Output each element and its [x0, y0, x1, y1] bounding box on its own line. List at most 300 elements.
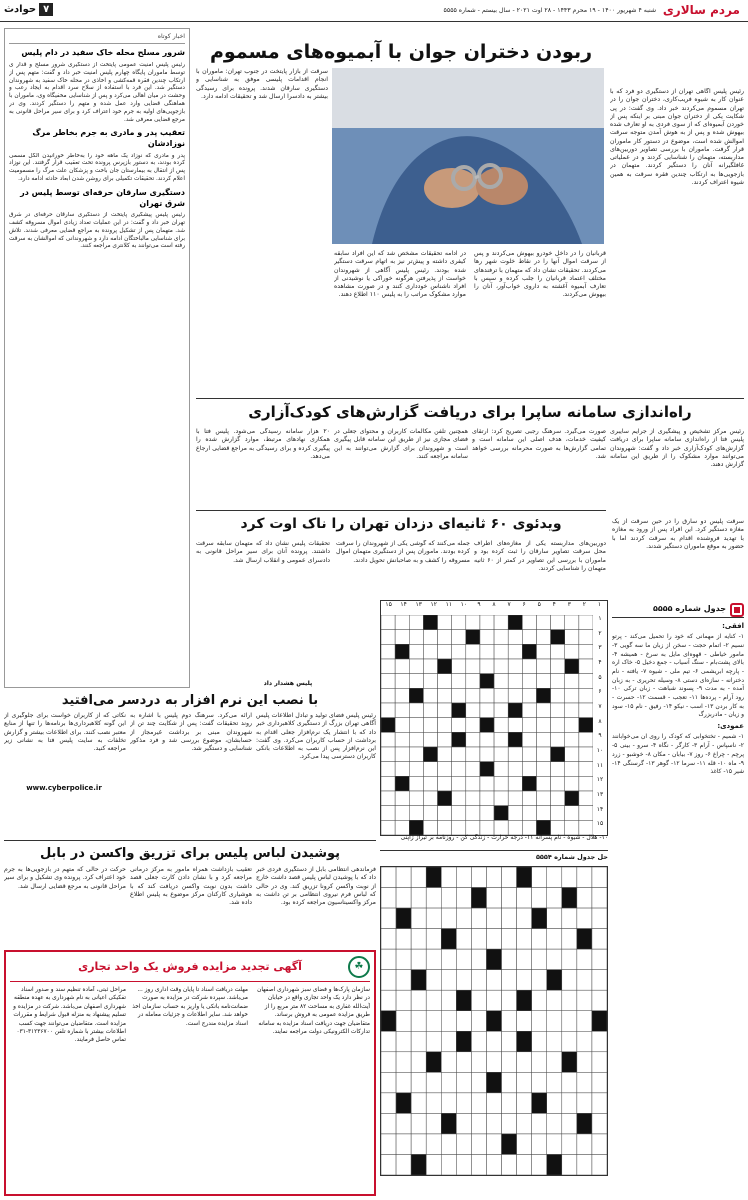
crossword-cell: [517, 1134, 532, 1155]
crossword-cell: [396, 929, 411, 950]
crossword-cell: [441, 929, 456, 950]
crossword-cell: [381, 806, 395, 821]
crossword-cell: [456, 1031, 471, 1052]
crossword-cell: [480, 718, 494, 733]
crossword-cell: [579, 747, 593, 762]
article3-headline: ویدئوی ۶۰ ثانیه‌ای دزدان تهران را ناک اوت کرد: [196, 510, 606, 534]
crossword-cell: [441, 867, 456, 888]
crossword-cell: [438, 703, 452, 718]
crossword-cell: [579, 644, 593, 659]
crossword-cell: [423, 806, 437, 821]
crossword-cell: [502, 1113, 517, 1134]
crossword-cell: [547, 1052, 562, 1073]
crossword-cell: [517, 1154, 532, 1175]
crossword-cell: [486, 1011, 501, 1032]
crossword-cell: [381, 718, 395, 733]
crossword-cell: [562, 1052, 577, 1073]
crossword-cell: [532, 867, 547, 888]
crossword-cell: [508, 820, 522, 835]
crossword-cell: [502, 1072, 517, 1093]
sidebar-label: اخبار کوتاه: [9, 33, 185, 44]
crossword-cell: [486, 888, 501, 909]
crossword-cell: [456, 1093, 471, 1114]
crossword-cell: [579, 703, 593, 718]
crossword-cell: [480, 674, 494, 689]
crossword-cell: [441, 1093, 456, 1114]
crossword-cell: [438, 644, 452, 659]
crossword-cell: [592, 1134, 607, 1155]
crossword-cell: [486, 970, 501, 991]
crossword-cell: [426, 867, 441, 888]
crossword-cell: [522, 688, 536, 703]
crossword-cell: [494, 630, 508, 645]
col-num: ۱۳: [415, 601, 422, 608]
crossword-cell: [536, 776, 550, 791]
crossword-cell: [517, 867, 532, 888]
crossword-cell: [438, 732, 452, 747]
crossword-cell: [551, 644, 565, 659]
crossword-cell: [381, 1052, 396, 1073]
col-num: ۴: [552, 601, 556, 608]
crossword-cell: [562, 867, 577, 888]
crossword-cell: [565, 762, 579, 777]
crossword-cell: [547, 1072, 562, 1093]
crossword-cell: [579, 659, 593, 674]
police-source: پلیس هشدار داد: [263, 680, 313, 687]
crossword-cell: [441, 1052, 456, 1073]
crossword-logo-icon: [730, 603, 744, 617]
crossword-cell: [441, 990, 456, 1011]
crossword-cell: [494, 659, 508, 674]
solved-crossword-label: حل جدول شماره ۵۵۵۴: [380, 850, 608, 862]
crossword-cell: [532, 888, 547, 909]
crossword-cell: [456, 929, 471, 950]
crossword-cell: [532, 949, 547, 970]
crossword-cell: [426, 1052, 441, 1073]
crossword-cell: [456, 970, 471, 991]
sidebar-item3-title: دستگیری سارقان حرفه‌ای توسط پلیس در شرق تهران: [20, 187, 185, 208]
crossword-cell: [409, 820, 423, 835]
crossword-cell: [577, 867, 592, 888]
crossword-cell: [486, 1134, 501, 1155]
crossword-cell: [456, 949, 471, 970]
crossword-cell: [494, 747, 508, 762]
crossword-cell: [562, 1011, 577, 1032]
crossword-cell: [551, 688, 565, 703]
crossword-cell: [423, 747, 437, 762]
crossword-cell: [456, 1134, 471, 1155]
crossword-cell: [502, 1052, 517, 1073]
crossword-cell: [522, 820, 536, 835]
crossword-cell: [438, 615, 452, 630]
crossword-cell: [562, 1031, 577, 1052]
crossword-cell: [423, 688, 437, 703]
crossword-cell: [547, 1011, 562, 1032]
crossword-cell: [547, 949, 562, 970]
crossword-cell: [438, 630, 452, 645]
crossword-cell: [466, 718, 480, 733]
crossword-cell: [536, 644, 550, 659]
crossword-cell: [409, 644, 423, 659]
lead-body-right: رئیس پلیس آگاهی تهران از دستگیری دو فرد که با عنوان کار به شیوه فریب‌کاری، دختران جوان را در تهران مسموم می‌کردند خبر داد. وی گفت: در پی شکایت یکی از دختران جوان مبنی بر اینکه پس از خوردن آبمیوه‌ای که از سوی فردی به او تعارف شده بیهوش شده و پس از به هوش آمدن متوجه سرقت اموالش شده است، موضوع در دستور کار ماموران قرار گرفت. ماموران با بررسی تصاویر دوربین‌های مداربسته، متهمان را شناسایی کردند و در عملیاتی غافلگیرانه آنان را دستگیر کردند. متهمان در بازجویی‌ها به ارتکاب چندین فقره سرقت به همین شیوه اعتراف کردند.: [610, 88, 744, 186]
crossword-cell: [426, 888, 441, 909]
crossword-cell: [517, 1113, 532, 1134]
crossword-cell: [486, 929, 501, 950]
crossword-cell: [508, 615, 522, 630]
article3-col3: جمله می‌کنند که گوشی یکی از شهروندان را سرقت کرده بودند. ماموران پس از دستگیری متهمان اموال مسروقه را کشف و به صاحبانش تحویل دادند.: [336, 540, 470, 564]
crossword-cell: [471, 929, 486, 950]
crossword-cell: [471, 888, 486, 909]
crossword-cell: [502, 1031, 517, 1052]
crossword-cell: [532, 1031, 547, 1052]
crossword-cell: [452, 791, 466, 806]
crossword-cell: [480, 688, 494, 703]
crossword-cell: [426, 1134, 441, 1155]
crossword-cell: [396, 1093, 411, 1114]
crossword-cell: [494, 776, 508, 791]
crossword-cell: [592, 1011, 607, 1032]
crossword-cell: [381, 615, 395, 630]
crossword-cell: [409, 762, 423, 777]
crossword-cell: [522, 674, 536, 689]
crossword-cell: [494, 732, 508, 747]
crossword-cell: [456, 1011, 471, 1032]
news-sidebar: [4, 28, 190, 688]
crossword-cell: [551, 820, 565, 835]
crossword-cell: [508, 688, 522, 703]
row-num: ۱۵: [596, 820, 604, 828]
crossword-cell: [502, 867, 517, 888]
crossword-cell: [456, 1154, 471, 1175]
crossword-cell: [381, 703, 395, 718]
crossword-cell: [395, 644, 409, 659]
article3-col1: سرقت پلیس دو سارق را در حین سرقت از یک مغازه دستگیر کرد. این افراد پس از ورود به مغازه با تهدید فروشنده اقدام به سرقت کردند اما با حضور به موقع ماموران دستگیر شدند.: [612, 518, 744, 550]
crossword-cell: [396, 1134, 411, 1155]
crossword-cell: [423, 732, 437, 747]
crossword-cell: [471, 1011, 486, 1032]
crossword-cell: [456, 990, 471, 1011]
crossword-cell: [522, 615, 536, 630]
crossword-title: جدول شماره ۵۵۵۵: [653, 604, 726, 614]
crossword-cell: [471, 867, 486, 888]
crossword-cell: [381, 747, 395, 762]
crossword-cell: [381, 644, 395, 659]
crossword-cell: [466, 747, 480, 762]
crossword-cell: [456, 1113, 471, 1134]
crossword-cell: [547, 888, 562, 909]
crossword-cell: [532, 908, 547, 929]
crossword-cell: [438, 688, 452, 703]
crossword-cell: [536, 703, 550, 718]
crossword-cell: [438, 674, 452, 689]
crossword-cell: [466, 659, 480, 674]
crossword-cell: [466, 674, 480, 689]
crossword-cell: [441, 970, 456, 991]
crossword-cell: [466, 762, 480, 777]
crossword-cell: [381, 1072, 396, 1093]
crossword-cell: [411, 970, 426, 991]
crossword-cell: [547, 908, 562, 929]
crossword-cell: [494, 688, 508, 703]
crossword-cell: [517, 1052, 532, 1073]
crossword-cell: [494, 615, 508, 630]
crossword-cell: [579, 688, 593, 703]
ad-col1: سازمان پارک‌ها و فضای سبز شهرداری اصفهان در نظر دارد یک واحد تجاری واقع در خیابان آیت‌الله غفاری به مساحت ۸۲ متر مربع را از طریق مزایده عمومی به فروش برساند. متقاضیان جهت دریافت اسناد مزایده به سامانه تدارکات الکترونیکی دولت مراجعه نمایند.: [257, 987, 370, 1035]
crossword-cell: [466, 644, 480, 659]
row-num: ۹: [598, 732, 602, 740]
crossword-cell: [532, 1113, 547, 1134]
crossword-cell: [396, 949, 411, 970]
crossword-cell: [536, 791, 550, 806]
crossword-cell: [466, 820, 480, 835]
police-headline: با نصب این نرم افزار به دردسر می‌افتید: [61, 693, 319, 708]
crossword-cell: [562, 990, 577, 1011]
crossword-cell: [522, 703, 536, 718]
lead-body-col1: قربانیان را در داخل خودرو بیهوش می‌کردند و پس از سرقت اموال آنها را در نقاط خلوت شهر رها می‌کردند. تحقیقات نشان داد که متهمان با ترفندهای مختلف اعتماد قربانیان را جلب کرده و سپس با تعارف آبمیوه آغشته به داروی خواب‌آور، آنان را بیهوش می‌کردند.: [474, 250, 606, 299]
crossword-cell: [395, 806, 409, 821]
lead-body-col3: سرقت از بازار پایتخت در جنوب تهران: ماموران با انجام اقدامات پلیسی موفق به شناسایی و دستگیری سارقان شدند. پرونده برای رسیدگی بیشتر به دادسرا ارسال شد و تحقیقات ادامه دارد.: [196, 68, 328, 100]
col-num: ۶: [522, 601, 526, 608]
crossword-cell: [396, 1052, 411, 1073]
crossword-cell: [592, 1093, 607, 1114]
crossword-cell: [486, 1093, 501, 1114]
crossword-cell: [381, 1154, 396, 1175]
crossword-cell: [452, 615, 466, 630]
police-col1: رئیس پلیس فضای تولید و تبادل اطلاعات پلیس آگاهی تهران بزرگ از دستگیری کلاهبرداری خبر داد که با انتشار یک نرم‌افزار جعلی اقدام به برداشت از حساب کاربران می‌کرد. وی گفت: این نرم‌افزار پس از نصب به اطلاعات بانکی کاربران دسترسی پیدا می‌کرد.: [256, 712, 376, 761]
crossword-cell: [532, 929, 547, 950]
crossword-cell: [577, 1154, 592, 1175]
crossword-cell: [395, 776, 409, 791]
crossword-cell: [592, 1154, 607, 1175]
crossword-cell: [438, 806, 452, 821]
crossword-cell: [426, 929, 441, 950]
crossword-cell: [423, 674, 437, 689]
tender-advertisement: [4, 950, 376, 1196]
crossword-cell: [452, 644, 466, 659]
crossword-cell: [411, 1113, 426, 1134]
crossword-cell: [411, 1011, 426, 1032]
crossword-cell: [565, 732, 579, 747]
crossword-cell: [452, 806, 466, 821]
crossword-cell: [411, 990, 426, 1011]
crossword-cell: [441, 949, 456, 970]
crossword-cell: [536, 732, 550, 747]
crossword-cell: [551, 791, 565, 806]
crossword-cell: [577, 1134, 592, 1155]
crossword-cell: [486, 1052, 501, 1073]
article2-headline: راه‌اندازی سامانه ساپرا برای دریافت گزارش‌های کودک‌آزاری: [196, 398, 744, 423]
crossword-cell: [522, 806, 536, 821]
crossword-cell: [441, 1031, 456, 1052]
crossword-cell: [577, 970, 592, 991]
crossword-cell: [480, 732, 494, 747]
crossword-cell: [517, 908, 532, 929]
crossword-cell: [592, 1031, 607, 1052]
crossword-cell: [411, 1093, 426, 1114]
article3-col4: تحقیقات پلیس نشان داد که متهمان سابقه سرقت داشتند. پرونده آنان برای سیر مراحل قانونی به دادسرای عمومی و انقلاب ارسال شد.: [196, 540, 330, 564]
crossword-cell: [426, 1011, 441, 1032]
crossword-cell: [438, 659, 452, 674]
crossword-cell: [396, 970, 411, 991]
ad-header: [10, 956, 370, 982]
crossword-cell: [547, 867, 562, 888]
crossword-cell: [486, 1113, 501, 1134]
crossword-cell: [577, 990, 592, 1011]
crossword-cell: [480, 630, 494, 645]
crossword-cell: [494, 820, 508, 835]
crossword-cell: [381, 1031, 396, 1052]
crossword-cell: [547, 1154, 562, 1175]
crossword-cell: [551, 659, 565, 674]
police-website-link[interactable]: www.cyberpolice.ir: [26, 784, 102, 792]
crossword-cell: [579, 718, 593, 733]
crossword-cell: [381, 776, 395, 791]
crossword-cell: [502, 970, 517, 991]
crossword-cell: [486, 1154, 501, 1175]
crossword-cell: [395, 762, 409, 777]
crossword-cell: [551, 630, 565, 645]
crossword-cell: [532, 1011, 547, 1032]
crossword-cell: [517, 949, 532, 970]
crossword-cell: [577, 908, 592, 929]
crossword-cell: [579, 791, 593, 806]
crossword-cell: [577, 1011, 592, 1032]
crossword-cell: [381, 659, 395, 674]
crossword-cell: [508, 674, 522, 689]
crossword-cell: [532, 1134, 547, 1155]
crossword-cell: [480, 659, 494, 674]
crossword-cell: [517, 1093, 532, 1114]
crossword-cell: [423, 791, 437, 806]
article3-col2: دوربین‌های مداربسته یکی از مغازه‌های اطراف محل سرقت تصاویر سارقان را ثبت کرده بود و ماموران با بررسی این تصاویر در کمتر از ۶۰ ثانیه متهمان را شناسایی کردند.: [474, 540, 606, 572]
crossword-cell: [577, 929, 592, 950]
crossword-cell: [494, 791, 508, 806]
crossword-cell: [381, 867, 396, 888]
crossword-cell: [579, 820, 593, 835]
col-num: ۱۴: [400, 601, 407, 608]
crossword-cell: [494, 674, 508, 689]
crossword-cell: [547, 929, 562, 950]
crossword-cell: [502, 1011, 517, 1032]
crossword-cell: [517, 990, 532, 1011]
crossword-cell: [411, 888, 426, 909]
crossword-cell: [426, 908, 441, 929]
crossword-cell: [536, 688, 550, 703]
crossword-cell: [381, 674, 395, 689]
crossword-cell: [452, 747, 466, 762]
crossword-cell: [396, 1011, 411, 1032]
crossword-cell: [508, 644, 522, 659]
crossword-cell: [409, 791, 423, 806]
crossword-cell: [452, 674, 466, 689]
crossword-cell: [396, 888, 411, 909]
crossword-cell: [409, 747, 423, 762]
crossword-cell: [579, 630, 593, 645]
crossword-cell: [452, 688, 466, 703]
ad-body: [10, 986, 370, 1196]
ad-title: آگهی تجدید مزایده فروش یک واحد تجاری: [78, 959, 302, 973]
crossword-cell: [409, 776, 423, 791]
row-num: ۱: [598, 615, 602, 622]
crossword-cell: [562, 1093, 577, 1114]
col-num: ۲: [582, 601, 587, 608]
crossword-cell: [480, 776, 494, 791]
crossword-cell: [441, 1011, 456, 1032]
page-indicator: [4, 3, 53, 16]
crossword-cell: [471, 1052, 486, 1073]
crossword-cell: [522, 791, 536, 806]
crossword-cell: [395, 630, 409, 645]
crossword-cell: [508, 703, 522, 718]
crossword-cell: [522, 776, 536, 791]
across-clues: ۱- کنایه از مهمانی که خود را تحمیل می‌کند - پرتو نسیم ۲- اتمام حجت - سخن از زبان ما سه گویی ۳- مامور خیاطی - قهوه‌ای مایل به سرخ - همیشه ۴- بالای پشت‌بام - سنگ آسیاب - جمع دخیل ۵- خاک اره - پارچه ابریشمی ۶- تیم ملی - شیوه ۷- یافته - نام دخترانه - سازه‌ای دستی ۸- وسیله تحریری - به زبان آمده - به مدت ۹- پسوند شباهت - زبان ترکی ۱۰- رود آرام - پرده‌ها ۱۱- تعجب - قسمت ۱۲- حسرت - به کار بردن ۱۳- اسب - نیکو ۱۴- رفیق - نام ۱۵- سود و زیان - مادربزرگ: [612, 633, 744, 719]
crossword-cell: [396, 1113, 411, 1134]
crossword-cell: [456, 867, 471, 888]
crossword-cell: [592, 867, 607, 888]
crossword-cell: [411, 1072, 426, 1093]
crossword-cell: [592, 1072, 607, 1093]
crossword-cell: [381, 990, 396, 1011]
crossword-cell: [502, 929, 517, 950]
crossword-cell: [579, 615, 593, 630]
crossword-cell: [486, 990, 501, 1011]
crossword-cell: [551, 674, 565, 689]
crossword-cell: [579, 776, 593, 791]
crossword-clues: [612, 620, 744, 1180]
crossword-cell: [409, 718, 423, 733]
crossword-cell: [577, 1052, 592, 1073]
crossword-cell: [562, 1113, 577, 1134]
crossword-cell: [577, 949, 592, 970]
crossword-cell: [395, 703, 409, 718]
crossword-cell: [480, 703, 494, 718]
crossword-cell: [411, 949, 426, 970]
crossword-cell: [522, 732, 536, 747]
crossword-cell: [577, 888, 592, 909]
crossword-cell: [494, 762, 508, 777]
row-num: ۱۲: [596, 776, 604, 784]
crossword-cell: [426, 949, 441, 970]
crossword-cell: [395, 747, 409, 762]
crossword-cell: [381, 1113, 396, 1134]
crossword-cell: [536, 674, 550, 689]
crossword-cell: [452, 732, 466, 747]
crossword-cell: [381, 970, 396, 991]
crossword-cell: [411, 1134, 426, 1155]
crossword-cell: [423, 703, 437, 718]
sidebar-item2-body: پدر و مادری که نوزاد یک ماهه خود را به‌خاطر خورانیدن الکل مسمی کرده بودند، به دستور بازپرس پرونده تحت تعقیب قرار گرفتند. این نوزاد پس از انتقال به بیمارستان جان باخت و پزشکان علت مرگ را مسمومیت اعلام کردند. تحقیقات تکمیلی برای روشن شدن ابعاد حادثه ادامه دارد.: [9, 152, 185, 183]
crossword-cell: [409, 703, 423, 718]
crossword-cell: [565, 630, 579, 645]
crossword-cell: [592, 908, 607, 929]
crossword-cell: [517, 888, 532, 909]
col-num: ۵: [537, 601, 541, 608]
crossword-cell: [381, 732, 395, 747]
col-num: ۱۲: [430, 601, 437, 608]
crossword-cell: [466, 806, 480, 821]
babol-col2: تعقیب بازداشت همراه مامور به مرکز درمانی مراجعه کرد و با نشان دادن کارت جعلی قصد داشت بدون نوبت واکسن دریافت کند که با هوشیاری کارکنان مرکز موضوع به پلیس اطلاع داده شد.: [130, 866, 252, 906]
col-num: ۸: [492, 601, 496, 608]
crossword-cell: [395, 820, 409, 835]
crossword-cell: [471, 1113, 486, 1134]
article2-col3: همچنین تلفن مکالمات کاربران و محتوای جعلی در فضای مجازی نیز از طریق این سامانه قابل پیگیری است و شهروندان برای گزارش می‌توانند به این سامانه مراجعه کنند.: [334, 428, 468, 460]
crossword-cell: [381, 908, 396, 929]
crossword-cell: [396, 1072, 411, 1093]
crossword-cell: [508, 732, 522, 747]
crossword-cell: [395, 674, 409, 689]
crossword-cell: [396, 867, 411, 888]
crossword-cell: [396, 908, 411, 929]
